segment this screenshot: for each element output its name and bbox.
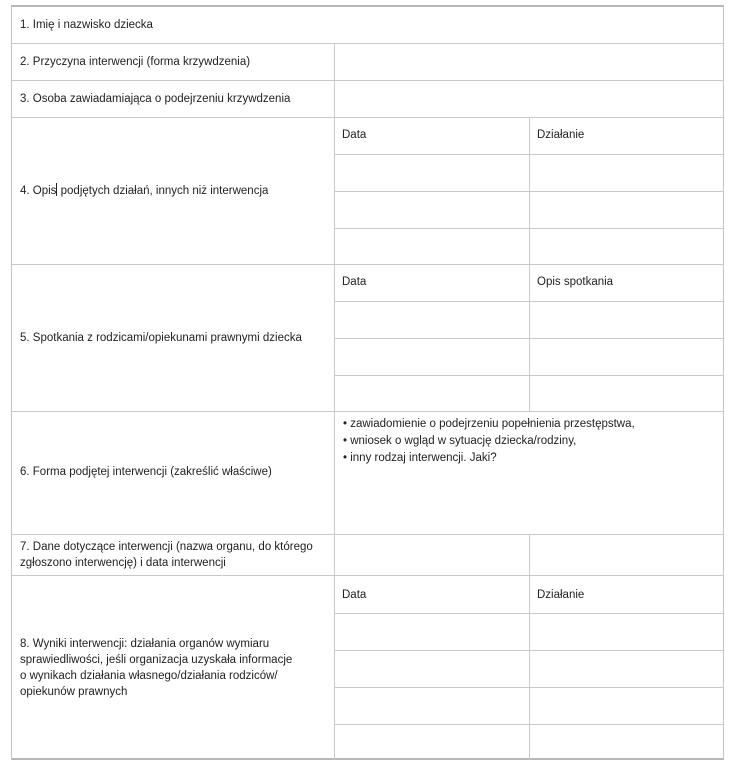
row-divider xyxy=(12,575,723,576)
intervention-results-label-line2: sprawiedliwości, jeśli organizacja uzyskała informacje xyxy=(20,654,293,666)
actions-date-header: Data xyxy=(342,129,367,141)
meetings-description-header: Opis spotkania xyxy=(537,276,614,288)
intervention-results-label-line1: 8. Wyniki interwencji: działania organów wymiaru xyxy=(20,638,270,650)
row-divider xyxy=(12,117,723,118)
intervention-results-label-line4: opiekunów prawnych xyxy=(20,686,128,698)
intervention-option[interactable]: • inny rodzaj interwencji. Jaki? xyxy=(343,452,497,464)
column-divider xyxy=(334,43,335,760)
intervention-reason-label: 2. Przyczyna interwencji (forma krzywdzenia) xyxy=(20,56,251,68)
subcolumn-divider xyxy=(529,534,530,760)
row-divider xyxy=(12,411,723,412)
actions-taken-label xyxy=(20,183,268,200)
parent-meetings-label: 5. Spotkania z rodzicami/opiekunami prawnymi dziecka xyxy=(20,332,302,344)
subcolumn-divider xyxy=(529,117,530,411)
reporting-person-label: 3. Osoba zawiadamiająca o podejrzeniu krzywdzenia xyxy=(20,93,291,105)
actions-action-header: Działanie xyxy=(537,129,585,141)
intervention-reason-field[interactable] xyxy=(335,44,723,80)
reporting-person-field[interactable] xyxy=(335,81,723,117)
intervention-form-label: 6. Forma podjętej interwencji (zakreślić właściwe) xyxy=(20,466,272,478)
intervention-option[interactable]: • zawiadomienie o podejrzeniu popełnienia przestępstwa, xyxy=(343,418,635,430)
intervention-data-label-line1: 7. Dane dotyczące interwencji (nazwa organu, do którego xyxy=(20,541,313,553)
meetings-date-header: Data xyxy=(342,276,367,288)
row-divider xyxy=(12,534,723,535)
intervention-option[interactable]: • wniosek o wgląd w sytuację dziecka/rodziny, xyxy=(343,435,577,447)
row-divider xyxy=(12,264,723,265)
actions-taken-label-part2: podjętych działań, innych niż interwencja xyxy=(57,185,269,197)
intervention-card-form xyxy=(11,5,724,760)
actions-taken-label-part1: 4. Opis xyxy=(20,185,57,197)
intervention-data-label-line2: zgłoszono interwencję) i data interwencji xyxy=(20,557,226,569)
intervention-results-label-line3: o wynikach działania własnego/działania rodziców/ xyxy=(20,670,278,682)
results-action-header: Działanie xyxy=(537,589,585,601)
results-date-header: Data xyxy=(342,589,367,601)
child-name-label: 1. Imię i nazwisko dziecka xyxy=(20,19,153,31)
